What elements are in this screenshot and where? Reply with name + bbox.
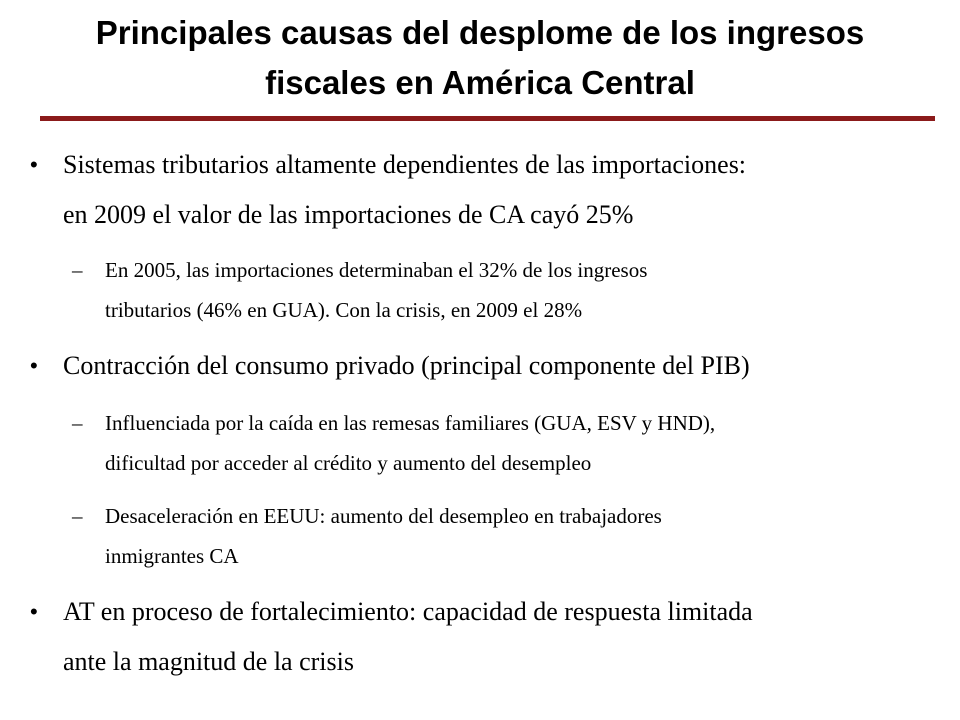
sub-point-2-1 bbox=[72, 403, 932, 483]
sub-point-2-1-text bbox=[105, 403, 932, 483]
sub-point-1-1-text bbox=[105, 250, 932, 330]
bullet-point-2-line-1: Contracción del consumo privado (principal componente del PIB) bbox=[63, 351, 750, 380]
bullet-point-3-text bbox=[63, 587, 930, 687]
sub-point-2-2-line-2: inmigrantes CA bbox=[105, 544, 239, 568]
sub-point-1-1-line-1: En 2005, las importaciones determinaban el 32% de los ingresos bbox=[105, 258, 648, 282]
bullet-icon: • bbox=[30, 152, 38, 177]
dash-icon: – bbox=[72, 258, 83, 282]
bullet-point-1-line-2: en 2009 el valor de las importaciones de CA cayó 25% bbox=[63, 200, 634, 229]
sub-point-2-2-text bbox=[105, 496, 932, 576]
bullet-point-3-line-2: ante la magnitud de la crisis bbox=[63, 647, 354, 676]
sub-point-2-1-line-1: Influenciada por la caída en las remesas familiares (GUA, ESV y HND), bbox=[105, 411, 716, 435]
sub-point-1-1 bbox=[72, 250, 932, 330]
bullet-point-1-line-1: Sistemas tributarios altamente dependientes de las importaciones: bbox=[63, 150, 747, 179]
bullet-point-1-text bbox=[63, 140, 930, 240]
bullet-point-2-text bbox=[63, 341, 930, 391]
dash-icon: – bbox=[72, 504, 83, 528]
slide-title-line-1: Principales causas del desplome de los ingresos bbox=[95, 14, 865, 51]
sub-point-2-2 bbox=[72, 496, 932, 576]
sub-point-2-1-line-2: dificultad por acceder al crédito y aumento del desempleo bbox=[105, 451, 592, 475]
bullet-icon: • bbox=[30, 599, 38, 624]
slide-title-line-2: fiscales en América Central bbox=[265, 64, 695, 101]
sub-point-1-1-line-2: tributarios (46% en GUA). Con la crisis, en 2009 el 28% bbox=[105, 298, 583, 322]
bullet-point-3 bbox=[30, 587, 930, 687]
sub-point-2-2-line-1: Desaceleración en EEUU: aumento del desempleo en trabajadores bbox=[105, 504, 662, 528]
bullet-point-3-line-1: AT en proceso de fortalecimiento: capacidad de respuesta limitada bbox=[63, 597, 753, 626]
bullet-point-1 bbox=[30, 140, 930, 240]
dash-icon: – bbox=[72, 411, 83, 435]
bullet-point-2 bbox=[30, 341, 930, 391]
bullet-icon: • bbox=[30, 353, 38, 378]
